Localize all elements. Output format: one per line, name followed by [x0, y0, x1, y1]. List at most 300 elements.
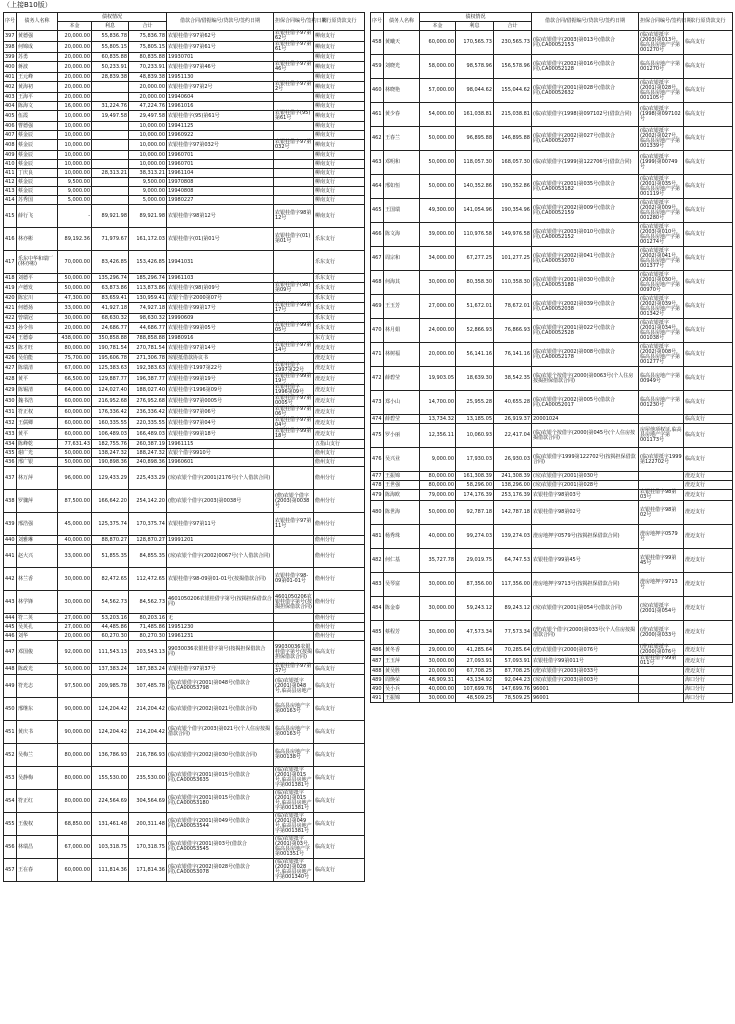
cell-debtor-name: 王海平 — [17, 93, 58, 102]
cell-bank: 澄迈支行 — [684, 645, 733, 656]
cell-total: 155,044.62 — [494, 79, 532, 103]
cell-interest: 55,836.78 — [92, 31, 129, 42]
cell-contract: 19980227 — [167, 196, 274, 205]
cell-total: 20,000.00 — [129, 82, 167, 93]
cell-bank: 儋州分行 — [314, 568, 365, 591]
cell-debtor-name: 王元峰 — [17, 73, 58, 82]
cell-principal: 50,000.00 — [420, 175, 456, 199]
cell-total: 307,485.78 — [129, 675, 167, 698]
cell-guarantee — [274, 251, 314, 274]
cell-debtor-name: 谢广光 — [17, 449, 58, 458]
cell-debtor-name: 林瑞昌 — [17, 836, 58, 859]
cell-bank: 澄迈支行 — [314, 429, 365, 440]
cell-interest: 67,708.25 — [456, 667, 494, 676]
cell-debtor-name: 邢如恒 — [384, 175, 420, 199]
cell-seq: 420 — [5, 294, 15, 301]
cell-interest: 136,786.93 — [92, 744, 129, 767]
cell-guarantee: 澄房地押字0579号 — [639, 525, 684, 549]
cell-principal: 50,000.00 — [420, 501, 456, 525]
cell-guarantee: 农银桂借字98第03号 — [639, 490, 684, 501]
cell-contract: 20001024 — [532, 415, 639, 424]
cell-principal: 57,000.00 — [420, 79, 456, 103]
cell-bank: 临高支行 — [684, 31, 733, 55]
cell-seq: 397 — [4, 31, 17, 42]
table-row — [4, 93, 365, 102]
header-bank: 农行原贷款支行 — [684, 13, 733, 31]
cell-debtor-name: 王世强 — [384, 481, 420, 490]
cell-bank: 临高支行 — [684, 199, 733, 223]
cell-contract: 农银桂借字98第03号 — [532, 490, 639, 501]
cell-debtor-name: 王玉芳 — [384, 295, 420, 319]
table-row — [371, 656, 733, 667]
cell-debtor-name: 邓明和 — [384, 151, 420, 175]
cell-bank: 儋州分行 — [314, 513, 365, 536]
cell-guarantee: 农银桂借字1997第22号 — [274, 363, 314, 374]
cell-total: 40,655.28 — [494, 391, 532, 415]
cell-seq: 485 — [371, 621, 384, 645]
cell-contract: (琼)农银借字(2001)第054号(借款合同) — [532, 597, 639, 621]
cell-debtor-name: 罗小丽 — [384, 424, 420, 448]
cell-bank: 澄迈支行 — [314, 374, 365, 385]
cell-interest: 195,606.78 — [92, 354, 129, 363]
cell-contract: (临)农银个按借字(2000)第0063号(个人住房按揭担保借款合同) — [532, 367, 639, 391]
cell-interest — [92, 93, 129, 102]
cell-guarantee — [274, 160, 314, 169]
cell-interest: 224,564.69 — [92, 790, 129, 813]
table-row — [371, 472, 733, 481]
cell-principal: 64,000.00 — [58, 385, 92, 396]
cell-seq: 404 — [5, 102, 15, 109]
cell-total: 10,000.00 — [129, 160, 167, 169]
cell-guarantee: (临)农银抵字(2003)第010号,临高县房地产字第001274号 — [639, 223, 684, 247]
cell-total: 10,000.00 — [129, 140, 167, 151]
cell-guarantee — [639, 415, 684, 424]
cell-debtor-name: 王振锦 — [384, 472, 420, 481]
table-row — [371, 645, 733, 656]
cell-principal: 20,000.00 — [58, 82, 92, 93]
cell-debtor-name: 黄吴胜 — [384, 667, 420, 676]
table-row — [4, 343, 365, 354]
cell-bank: 临高支行 — [314, 744, 365, 767]
table-row — [371, 415, 733, 424]
cell-contract: 19941031 — [167, 251, 274, 274]
cell-interest: 141,054.96 — [456, 199, 494, 223]
cell-contract: (澄)农银借字(2000)第076号 — [532, 645, 639, 656]
cell-debtor-name: 薛碧莹 — [384, 367, 420, 391]
cell-interest: 98,044.62 — [456, 79, 494, 103]
cell-total: 110,358.30 — [494, 271, 532, 295]
cell-debtor-name: 何仁基 — [384, 549, 420, 573]
cell-interest: 166,642.20 — [92, 490, 129, 513]
table-row — [4, 102, 365, 111]
cell-guarantee: 农银桂借字97第46号 — [274, 62, 314, 73]
cell-total: 260,387.19 — [129, 440, 167, 449]
cell-guarantee — [274, 187, 314, 196]
table-row — [4, 62, 365, 73]
cell-guarantee: (临)农银抵字(1998)第097102号 — [639, 103, 684, 127]
cell-interest: 124,027.40 — [92, 385, 129, 396]
cell-principal: 80,000.00 — [58, 767, 92, 790]
cell-bank: 临高支行 — [314, 813, 365, 836]
cell-total: 236,336.42 — [129, 407, 167, 418]
cell-total: 276,952.68 — [129, 396, 167, 407]
cell-debtor-name: 黄庆书 — [17, 721, 58, 744]
cell-principal: 30,000.00 — [420, 271, 456, 295]
header-seq: 序号 — [371, 13, 384, 31]
cell-guarantee: 农银桂借字97第14号 — [274, 343, 314, 354]
cell-seq: 431 — [4, 407, 17, 418]
cell-contract: 19960601 — [167, 458, 274, 467]
cell-contract: (琼)农银借字(2001)第030号 — [532, 472, 639, 481]
cell-total: 190,352.86 — [494, 175, 532, 199]
table-row — [4, 354, 365, 363]
cell-bank: 临高支行 — [314, 790, 365, 813]
cell-debtor-name: 曹德强 — [17, 122, 58, 131]
cell-total: 70,285.64 — [494, 645, 532, 656]
cell-principal: 75,700.00 — [58, 354, 92, 363]
cell-bank: 乐东支行 — [314, 314, 365, 323]
cell-contract: 农银桂借字(01)第01号 — [167, 228, 274, 251]
header-debtor-name: 债务人名称 — [384, 13, 420, 31]
cell-seq: 408 — [4, 140, 17, 151]
cell-principal: 40,000.00 — [420, 525, 456, 549]
cell-debtor-name: 刘德平 — [17, 274, 58, 283]
cell-debtor-name: 林兰香 — [17, 568, 58, 591]
cell-guarantee — [274, 545, 314, 568]
cell-guarantee — [274, 196, 314, 205]
cell-principal: 80,000.00 — [58, 343, 92, 354]
table-row — [371, 597, 733, 621]
cell-bank: 临高支行 — [314, 698, 365, 721]
cell-contract: (琼)农银个借字(2001)2176号(个人借款合同) — [167, 467, 274, 490]
cell-contract: 农银桂借字97第04号 — [167, 418, 274, 429]
cell-bank: 柳南支行 — [314, 93, 365, 102]
cell-total: 149,976.58 — [494, 223, 532, 247]
cell-bank: 临高支行 — [314, 664, 365, 675]
cell-guarantee: 农银桂借字99第17号 — [274, 303, 314, 314]
cell-contract: 农银桂借字99第19号 — [167, 374, 274, 385]
cell-contract: 无 — [167, 614, 274, 623]
cell-debtor-name: 郑小山 — [384, 391, 420, 415]
cell-total: 147,699.76 — [494, 685, 532, 694]
cell-total: 196,387.77 — [129, 374, 167, 385]
cell-principal: 20,000.00 — [58, 93, 92, 102]
cell-principal: 80,000.00 — [58, 744, 92, 767]
table-row — [371, 199, 733, 223]
cell-guarantee: 临高县房地产字第001270号 — [639, 55, 684, 79]
cell-seq: 487 — [371, 656, 384, 667]
table-row — [4, 623, 365, 632]
cell-bank: 儋州支行 — [314, 458, 365, 467]
cell-principal: 54,000.00 — [420, 103, 456, 127]
cell-debtor-name: 吴静梅 — [17, 767, 58, 790]
table-row — [4, 490, 365, 513]
cell-contract: 19980916 — [167, 334, 274, 343]
cell-contract: (临)农银借字(2003)第010号(借款合同),CA00052152 — [532, 223, 639, 247]
table-row — [371, 31, 733, 55]
cell-guarantee: 农银桂借字99第18号 — [274, 429, 314, 440]
cell-bank: 澄迈支行 — [314, 396, 365, 407]
cell-total: 192,383.63 — [129, 363, 167, 374]
cell-interest — [92, 187, 129, 196]
cell-contract: 19960922 — [167, 131, 274, 140]
cell-guarantee: (临)农银抵字(2002)第009号,临高县房地产字第001280号 — [639, 199, 684, 223]
cell-contract: 农银桂借字97第62号 — [167, 31, 274, 42]
cell-principal: 34,000.00 — [420, 247, 456, 271]
cell-debtor-name: 王儒卿 — [17, 418, 58, 429]
cell-guarantee: (临)农银抵字(2001)第035号,临高县房地产字第001119号 — [639, 175, 684, 199]
cell-interest: 24,686.77 — [92, 323, 129, 334]
cell-debtor-name: 黄平 — [17, 374, 58, 385]
cell-bank: 澄迈支行 — [684, 573, 733, 597]
table-row — [371, 55, 733, 79]
cell-contract: 农银个借字2000第07号 — [167, 294, 274, 303]
cell-total: 253,176.39 — [494, 490, 532, 501]
table-row — [4, 614, 365, 623]
cell-bank: 澄迈支行 — [684, 656, 733, 667]
cell-interest: 27,093.91 — [456, 656, 494, 667]
cell-bank: 澄迈支行 — [684, 549, 733, 573]
cell-principal: 67,000.00 — [58, 363, 92, 374]
cell-seq: 400 — [4, 62, 17, 73]
cell-principal: 50,000.00 — [420, 151, 456, 175]
cell-seq: 422 — [5, 314, 15, 321]
cell-interest: 190,781.54 — [92, 343, 129, 354]
cell-contract: (临)农银借字(2002)第021号(借款合同) — [167, 698, 274, 721]
cell-bank: 临高支行 — [684, 103, 733, 127]
table-row — [4, 363, 365, 374]
table-row — [4, 303, 365, 314]
cell-seq: 434 — [5, 440, 15, 447]
cell-contract: 96001 — [532, 694, 639, 703]
table-row — [371, 175, 733, 199]
table-row — [4, 283, 365, 294]
cell-contract: (临)农银借字(2002)第028号(借款合同),CA00053078 — [167, 859, 274, 882]
cell-seq: 424 — [5, 334, 15, 341]
cell-seq: 476 — [371, 448, 384, 472]
table-row — [371, 448, 733, 472]
cell-principal: 30,000.00 — [420, 694, 456, 703]
cell-contract: 农银桂借字99第17号 — [167, 303, 274, 314]
cell-debtor-name: 吴兴业 — [384, 448, 420, 472]
cell-seq: 426 — [5, 354, 15, 361]
cell-principal: 60,000.00 — [58, 859, 92, 882]
cell-seq: 451 — [4, 721, 17, 744]
cell-debtor-name: 赵大兴 — [17, 545, 58, 568]
cell-interest: 161,308.39 — [456, 472, 494, 481]
cell-interest: 99,274.03 — [456, 525, 494, 549]
cell-seq: 399 — [5, 53, 15, 60]
table-row — [371, 391, 733, 415]
table-row — [4, 790, 365, 813]
cell-total: 89,243.12 — [494, 597, 532, 621]
header-principal: 本金 — [420, 22, 456, 31]
cell-total: 130,959.41 — [129, 294, 167, 303]
cell-debtor-name: 陈文海 — [384, 223, 420, 247]
cell-seq: 471 — [371, 343, 384, 367]
cell-principal: 68,850.00 — [58, 813, 92, 836]
table-row — [371, 319, 733, 343]
cell-guarantee: 农银桂借字99第45号 — [639, 549, 684, 573]
cell-seq: 475 — [371, 424, 384, 448]
cell-principal: 80,000.00 — [420, 481, 456, 490]
cell-seq: 442 — [4, 568, 17, 591]
header-contract: 借款合同/借据编号/贷款号/签约日期 — [167, 13, 274, 31]
cell-total: 138,296.00 — [494, 481, 532, 490]
cell-seq: 405 — [4, 111, 17, 122]
cell-total: 215,038.81 — [494, 103, 532, 127]
cell-guarantee: 农银桂借字97第62号 — [274, 31, 314, 42]
cell-contract: (临)农银借字(2001)第015号(借款合同),CA00053635 — [167, 767, 274, 790]
table-row — [4, 813, 365, 836]
cell-guarantee: (临)农银抵字(2001)第049号,临高县房地产字第001381号 — [275, 813, 312, 834]
cell-contract: 农银桂借字99第45号 — [532, 549, 639, 573]
table-row — [4, 111, 365, 122]
cell-guarantee: 澄房地押字9713号 — [639, 573, 684, 597]
cell-principal: 16,000.00 — [58, 102, 92, 111]
cell-principal: 67,000.00 — [58, 836, 92, 859]
cell-contract: 农银桂借字99第011号 — [532, 656, 639, 667]
claims-table-left — [3, 12, 365, 882]
cell-principal: 9,500.00 — [58, 178, 92, 187]
cell-debtor-name: 陈峰乾 — [17, 440, 58, 449]
cell-contract: 农银桂借字97第2号 — [167, 82, 274, 93]
table-row — [371, 295, 733, 319]
cell-bank: 临高支行 — [684, 271, 733, 295]
cell-bank: 临高支行 — [684, 247, 733, 271]
table-row — [4, 169, 365, 178]
cell-principal: 20,000.00 — [58, 73, 92, 82]
table-row — [4, 767, 365, 790]
cell-total: 38,542.35 — [494, 367, 532, 391]
header-total: 合计 — [129, 22, 167, 31]
cell-guarantee — [274, 623, 314, 632]
cell-principal: 49,300.00 — [420, 199, 456, 223]
cell-principal: 77,631.43 — [58, 440, 92, 449]
cell-debtor-name: 邓国俊 — [17, 641, 58, 664]
cell-contract: (临)农银借字(2002)第009号(借款合同),CA00052159 — [532, 199, 639, 223]
cell-bank: 海口分行 — [684, 685, 733, 694]
header-claim: 债权情况 — [420, 13, 532, 22]
table-row — [4, 205, 365, 228]
cell-total: 240,898.36 — [129, 458, 167, 467]
cell-seq: 441 — [4, 545, 17, 568]
cell-guarantee: (临)农银抵字(2002)第028号,临高县房地产字第001340号 — [275, 859, 312, 880]
table-row — [4, 568, 365, 591]
table-row — [4, 836, 365, 859]
cell-bank: 乐东支行 — [314, 228, 365, 251]
cell-debtor-name: 周宗和 — [384, 247, 420, 271]
cell-total: 153,426.85 — [129, 251, 167, 274]
cell-total: 29,497.58 — [129, 111, 167, 122]
cell-guarantee: 农银桂借字97第11号 — [274, 513, 314, 536]
cell-interest: 48,509.25 — [456, 694, 494, 703]
table-row — [4, 721, 365, 744]
cell-total: 112,472.65 — [129, 568, 167, 591]
cell-debtor-name: 蔡金辰 — [17, 131, 58, 140]
cell-contract: (琼)农银借字(2003)第003号 — [532, 676, 639, 685]
cell-total: 170,375.74 — [129, 513, 167, 536]
cell-bank: 柳南支行 — [314, 187, 365, 196]
cell-interest: 107,699.76 — [456, 685, 494, 694]
header-debtor-name: 债务人名称 — [17, 13, 58, 31]
cell-interest: 68,630.32 — [92, 314, 129, 323]
cell-debtor-name: 丁庆良 — [17, 169, 58, 178]
cell-total: 80,203.16 — [129, 614, 167, 623]
cell-debtor-name: 蒋波 — [17, 62, 58, 73]
cell-bank: 柳南支行 — [314, 102, 365, 111]
cell-interest: 138,247.32 — [92, 449, 129, 458]
cell-guarantee: (临)农银抵字(2002)第041号,临高县房地产字第001377号 — [639, 247, 684, 271]
cell-principal: 10,000.00 — [58, 169, 92, 178]
cell-interest: 129,433.29 — [92, 467, 129, 490]
cell-interest: 51,672.01 — [456, 295, 494, 319]
cell-total: 168,057.30 — [494, 151, 532, 175]
cell-guarantee: 4601050206农银桂借字第号(按揭担保借款合同) — [274, 591, 314, 614]
cell-debtor-name: 曾瑞冠 — [17, 314, 58, 323]
cell-debtor-name: 吴英孔 — [17, 623, 58, 632]
table-row — [4, 641, 365, 664]
cell-total: 225,433.29 — [129, 467, 167, 490]
cell-guarantee: 农银桂借字98第12号 — [274, 205, 314, 228]
table-row — [371, 223, 733, 247]
table-row — [4, 374, 365, 385]
cell-contract: 19960701 — [167, 160, 274, 169]
cell-debtor-name: 林亦彬 — [17, 228, 58, 251]
cell-principal: 10,000.00 — [58, 140, 92, 151]
cell-debtor-name: 魏书浩 — [17, 396, 58, 407]
cell-total: 80,835.88 — [129, 53, 167, 62]
cell-guarantee — [639, 676, 684, 685]
cell-bank: 临高支行 — [684, 55, 733, 79]
cell-bank: 澄迈支行 — [684, 481, 733, 490]
cell-bank: 柳南支行 — [314, 122, 365, 131]
cell-debtor-name: 杨秀珠 — [384, 525, 420, 549]
cell-guarantee: (临)农银抵字1999第122702号 — [639, 448, 684, 472]
table-row — [4, 591, 365, 614]
cell-contract: 19951230 — [167, 623, 274, 632]
table-row — [371, 247, 733, 271]
cell-interest: 43,134.92 — [456, 676, 494, 685]
cell-principal: 80,000.00 — [420, 472, 456, 481]
cell-seq: 464 — [371, 175, 384, 199]
cell-principal: 50,000.00 — [58, 449, 92, 458]
cell-seq: 449 — [4, 675, 17, 698]
cell-contract: 19990609 — [167, 314, 274, 323]
cell-bank: 澄迈支行 — [314, 343, 365, 354]
cell-debtor-name: 孙令伟 — [17, 323, 58, 334]
cell-guarantee: 临高县房地产字第001230号 — [639, 391, 684, 415]
cell-interest: 131,461.48 — [92, 813, 129, 836]
cell-debtor-name: 吴琴富 — [384, 573, 420, 597]
cell-debtor-name: 刘雅琳 — [17, 536, 58, 545]
cell-seq: 460 — [371, 79, 384, 103]
cell-guarantee: 农银桂借字97第37号 — [274, 664, 314, 675]
cell-seq: 462 — [371, 127, 384, 151]
cell-total: 271,306.78 — [129, 354, 167, 363]
cell-total: 75,836.78 — [129, 31, 167, 42]
cell-contract: 澄房地押字9713号(按揭担保借款合同) — [532, 573, 639, 597]
cell-bank: 柳南支行 — [314, 42, 365, 53]
header-contract: 借款合同/借据编号/贷款号/签约日期 — [532, 13, 639, 31]
cell-seq: 401 — [5, 73, 15, 80]
cell-total: 113,873.86 — [129, 283, 167, 294]
cell-seq: 474 — [372, 415, 382, 422]
cell-contract: 农银桂借字97第11号 — [167, 513, 274, 536]
table-row — [4, 664, 365, 675]
cell-bank: 柳南支行 — [314, 205, 365, 228]
cell-bank: 澄迈支行 — [314, 385, 365, 396]
